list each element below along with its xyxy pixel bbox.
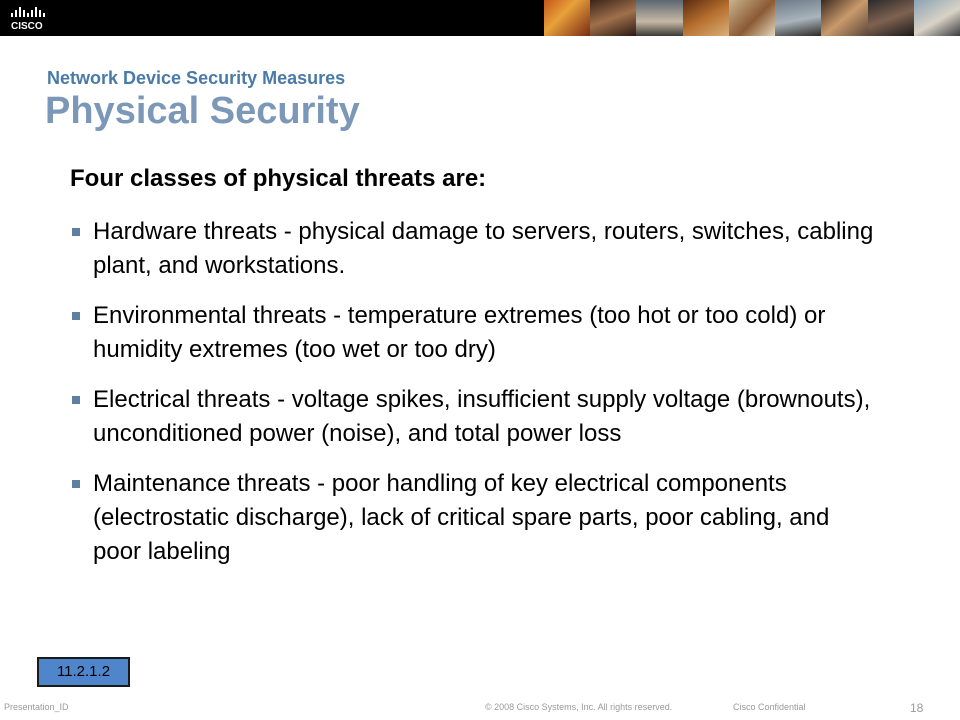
cisco-logo [10,5,60,33]
header-photo [821,0,867,36]
slide-subtitle: Network Device Security Measures [47,68,346,88]
header-bar [0,0,960,36]
footer-presentation-id: Presentation_ID [4,702,69,712]
section-id-badge[interactable]: 11.2.1.2 [37,657,130,687]
header-photo-strip [544,0,960,36]
bullet-item [70,467,880,569]
square-bullet-icon [72,228,80,236]
bullet-list [70,215,880,585]
header-photo [590,0,636,36]
svg-text:CISCO: CISCO [11,21,43,32]
header-photo [775,0,821,36]
square-bullet-icon [72,396,80,404]
square-bullet-icon [72,480,80,488]
footer-copyright: © 2008 Cisco Systems, Inc. All rights reserved. [485,702,673,712]
footer-confidential: Cisco Confidential [733,702,806,712]
header-photo [544,0,590,36]
header-photo [683,0,729,36]
header-photo [636,0,682,36]
lead-text: Four classes of physical threats are: [70,165,487,192]
bullet-text: Electrical threats - voltage spikes, insufficient supply voltage (brownouts), unconditioned power (noise), and total power loss [93,386,871,447]
bullet-item [70,299,880,367]
bullet-text: Environmental threats - temperature extremes (too hot or too cold) or humidity extremes (too wet or too dry) [93,302,826,363]
slide-title: Physical Security [45,90,360,132]
bullet-text: Maintenance threats - poor handling of key electrical components (electrostatic discharge), lack of critical spare parts, poor cabling, and poor labeling [93,470,830,565]
header-photo [729,0,775,36]
page-number: 18 [910,701,924,715]
bullet-item [70,383,880,451]
header-photo [914,0,960,36]
bullet-text: Hardware threats - physical damage to servers, routers, switches, cabling plant, and workstations. [93,218,874,279]
header-photo [868,0,914,36]
square-bullet-icon [72,312,80,320]
bullet-item [70,215,880,283]
